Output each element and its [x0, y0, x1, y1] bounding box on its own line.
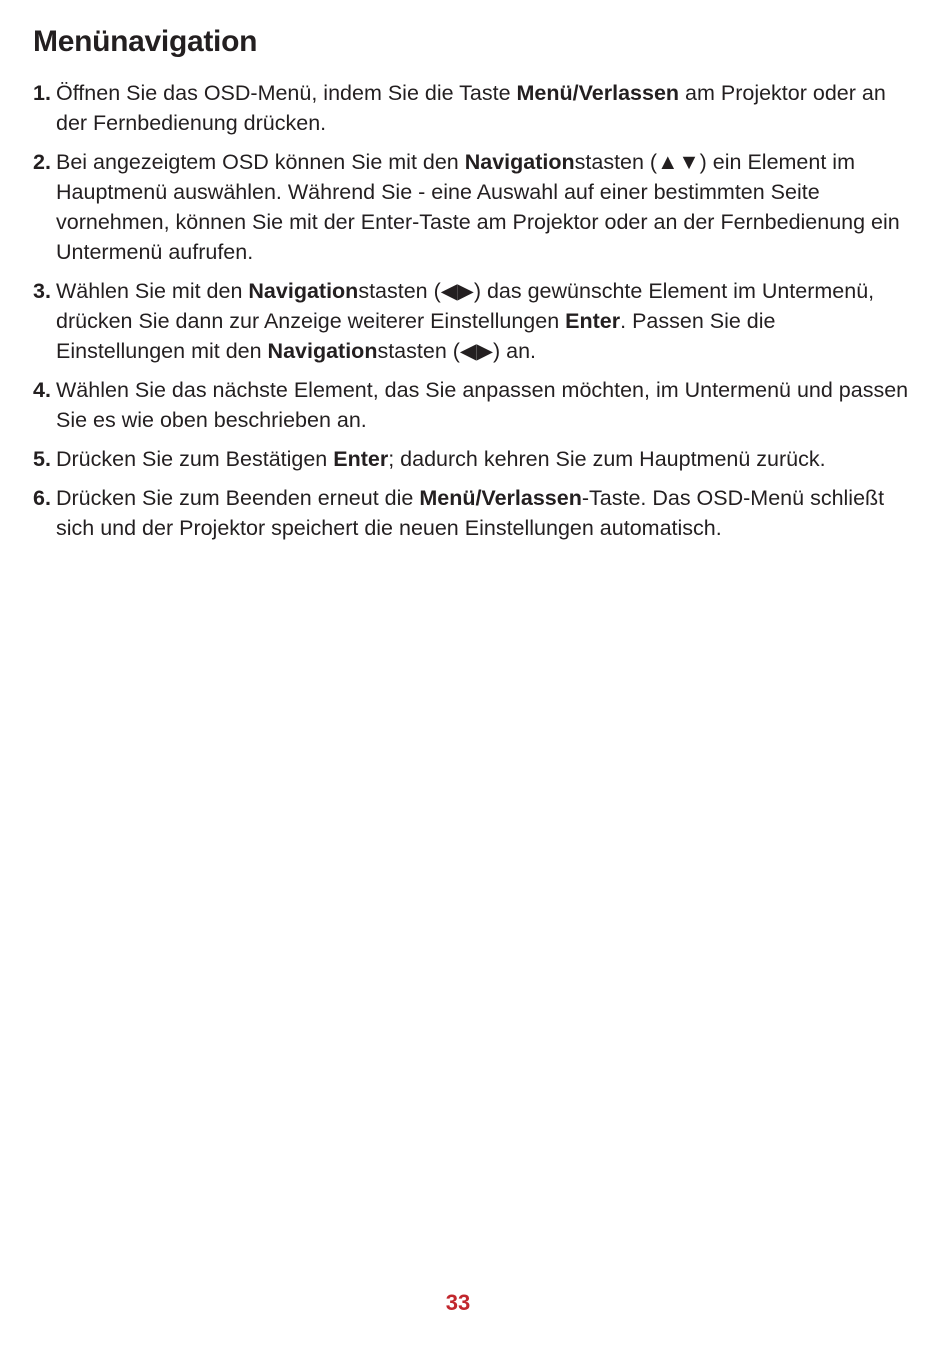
- step-number: 4.: [33, 378, 51, 402]
- step-number: 3.: [33, 279, 51, 303]
- step-text-part: . Passen Sie die Einstellungen mit den: [56, 309, 776, 363]
- step-number: 5.: [33, 447, 51, 471]
- steps-list: [0, 78, 950, 552]
- page-number: 33: [445, 1290, 471, 1315]
- key-label: Navigation: [248, 279, 359, 303]
- step-number: 6.: [33, 486, 51, 510]
- step-text: [56, 150, 900, 264]
- key-label: Enter: [333, 447, 389, 471]
- page-title: Menünavigation: [33, 25, 258, 58]
- step-number: 1.: [33, 81, 51, 105]
- step-text-part: Wählen Sie das nächste Element, das Sie anpassen möchten, im Untermenü und passen Sie es wie oben beschrieben an.: [56, 378, 909, 432]
- step-text-part: Drücken Sie zum Bestätigen: [56, 447, 334, 471]
- step-text: [56, 81, 886, 135]
- step-text-part: Wählen Sie mit den: [56, 279, 249, 303]
- step-text-part: -Taste. Das OSD-Menü schließt sich und der Projektor speichert die neuen Einstellungen automatisch.: [56, 486, 885, 540]
- step-text: [56, 279, 874, 363]
- step-item: [0, 444, 950, 474]
- step-text-part: ; dadurch kehren Sie zum Hauptmenü zurück.: [388, 447, 826, 471]
- step-text-part: Öffnen Sie das OSD-Menü, indem Sie die Taste: [56, 81, 517, 105]
- step-text: [56, 447, 826, 471]
- key-label: Menü/Verlassen: [419, 486, 582, 510]
- step-text: [56, 486, 884, 540]
- step-text-part: Drücken Sie zum Beenden erneut die: [56, 486, 420, 510]
- key-label: Enter: [565, 309, 621, 333]
- step-item: [0, 147, 950, 267]
- step-text-part: Bei angezeigtem OSD können Sie mit den: [56, 150, 465, 174]
- key-label: Menü/Verlassen: [516, 81, 680, 105]
- step-text-part: stasten (◀▶) das gewünschte Element im Untermenü, drücken Sie dann zur Anzeige weiterer Einstellungen: [56, 279, 875, 333]
- step-number: 2.: [33, 150, 51, 174]
- step-text-part: stasten (◀▶) an.: [377, 339, 536, 363]
- step-item: [0, 78, 950, 138]
- step-item: [0, 276, 950, 366]
- step-text-part: stasten (▲▼) ein Element im Hauptmenü auswählen. Während Sie - eine Auswahl auf einer bestimmten Seite vornehmen, können Sie mit der Enter-Taste am Projektor oder an der Fernbedienung ein Untermenü aufrufen.: [56, 150, 900, 264]
- key-label: Navigation: [464, 150, 575, 174]
- key-label: Navigation: [267, 339, 378, 363]
- step-text-part: am Projektor oder an der Fernbedienung drücken.: [56, 81, 886, 135]
- step-item: [0, 375, 950, 435]
- step-item: [0, 483, 950, 543]
- step-text: [56, 378, 908, 432]
